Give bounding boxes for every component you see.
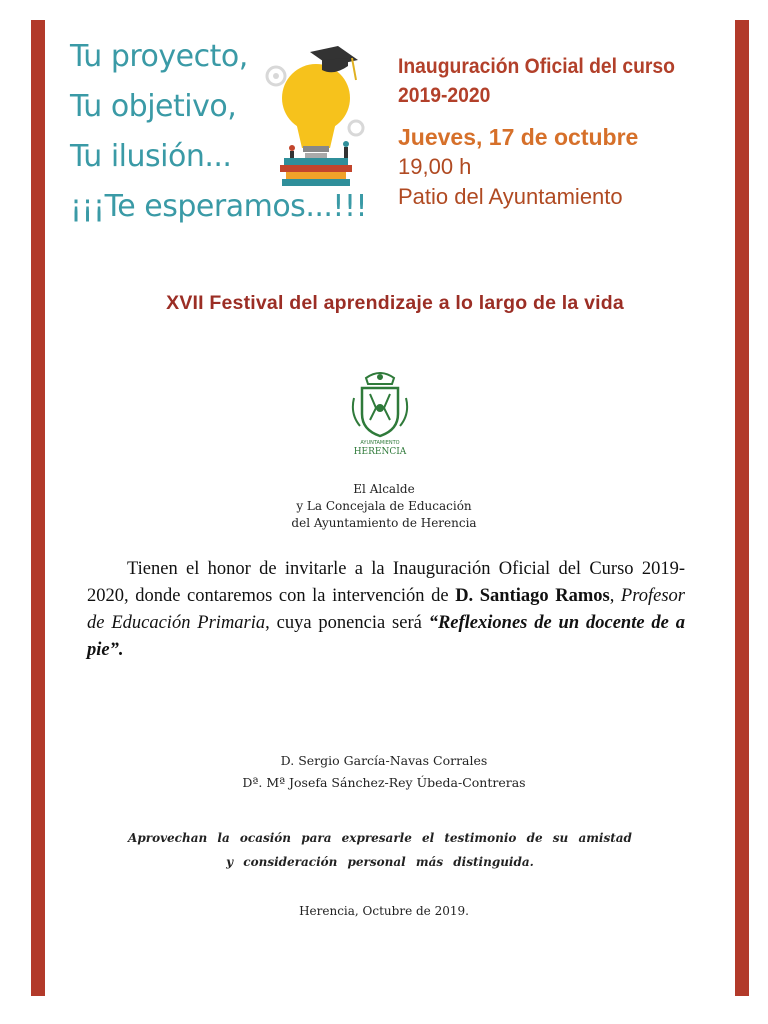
crest-caption-top: AYUNTAMIENTO bbox=[360, 440, 400, 446]
town-crest-icon bbox=[344, 368, 416, 456]
signer-line: D. Sergio García-Navas Corrales bbox=[280, 753, 488, 768]
place-date: Herencia, Octubre de 2019. bbox=[299, 904, 469, 918]
event-title: Inauguración Oficial del curso bbox=[398, 55, 675, 78]
closing-line: y consideración personal más distinguida. bbox=[226, 855, 534, 869]
event-place: Patio del Ayuntamiento bbox=[398, 184, 623, 209]
invitation-comma: , bbox=[609, 586, 621, 606]
event-date: Jueves, 17 de octubre bbox=[398, 124, 639, 150]
closing-text bbox=[100, 826, 660, 874]
crest-caption-bottom: HERENCIA bbox=[353, 447, 407, 456]
speaker-role: Profesor de Educación Primaria bbox=[87, 586, 685, 633]
lightbulb-graduation-icon bbox=[256, 40, 376, 190]
host-line: del Ayuntamiento de Herencia bbox=[291, 516, 477, 530]
invitation-intro: Tienen el honor de invitarle a la Inauguración Oficial del Curso 2019-2020, donde contaremos con la intervención de bbox=[87, 559, 685, 606]
book-stack bbox=[284, 158, 348, 165]
host-line: y La Concejala de Educación bbox=[296, 499, 472, 513]
invitation-text bbox=[87, 556, 685, 664]
slogan-line: Tu objetivo, bbox=[70, 89, 237, 124]
slogan-line: ¡¡¡Te esperamos...!!! bbox=[70, 189, 367, 224]
bulb-glass bbox=[282, 64, 350, 132]
host-line: El Alcalde bbox=[353, 482, 415, 496]
festival-title: XVII Festival del aprendizaje a lo largo de la vida bbox=[166, 292, 624, 314]
speaker-name: D. Santiago Ramos bbox=[455, 586, 610, 606]
signers bbox=[0, 750, 768, 794]
closing-line: Aprovechan la ocasión para expresarle el testimonio de su amistad bbox=[128, 831, 632, 845]
slogan-line: Tu proyecto, bbox=[70, 39, 248, 74]
slogan-line: Tu ilusión... bbox=[70, 139, 232, 174]
event-course: 2019-2020 bbox=[398, 84, 491, 107]
signer-line: Dª. Mª Josefa Sánchez-Rey Úbeda-Contreras bbox=[242, 775, 526, 790]
event-time: 19,00 h bbox=[398, 154, 472, 179]
talk-title: “Reflexiones de un docente de a pie”. bbox=[87, 613, 685, 660]
event-info bbox=[398, 52, 699, 212]
invitation-middle: , cuya ponencia será bbox=[265, 613, 429, 633]
hosts bbox=[0, 481, 768, 532]
gear-icon bbox=[349, 121, 363, 135]
